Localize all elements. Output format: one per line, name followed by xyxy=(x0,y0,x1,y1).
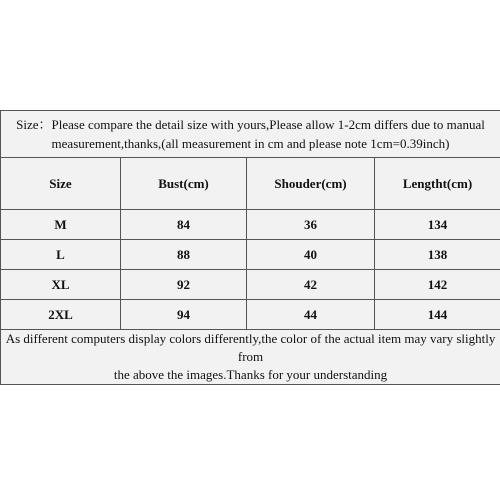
footer-note-line-1: As different computers display colors differently,the color of the actual item may vary slightly from xyxy=(5,331,496,364)
footer-note-line-2: the above the images.Thanks for your understanding xyxy=(113,367,388,382)
cell-size: L xyxy=(1,240,121,270)
cell-size: 2XL xyxy=(1,300,121,330)
header-length: Lengtht(cm) xyxy=(375,158,500,210)
cell-size: XL xyxy=(1,270,121,300)
size-note xyxy=(1,111,500,158)
table-row xyxy=(1,210,500,240)
size-chart-table xyxy=(0,110,500,385)
cell-length: 142 xyxy=(375,270,500,300)
cell-length: 138 xyxy=(375,240,500,270)
footer-note xyxy=(1,330,500,385)
cell-bust: 92 xyxy=(121,270,247,300)
cell-bust: 94 xyxy=(121,300,247,330)
header-bust: Bust(cm) xyxy=(121,158,247,210)
header-row xyxy=(1,158,500,210)
header-size: Size xyxy=(1,158,121,210)
footer-note-row xyxy=(1,330,500,385)
cell-shoulder: 44 xyxy=(247,300,375,330)
cell-bust: 88 xyxy=(121,240,247,270)
table-row xyxy=(1,240,500,270)
cell-length: 134 xyxy=(375,210,500,240)
size-note-line-2: measurement,thanks,(all measurement in cm and please note 1cm=0.39inch) xyxy=(51,136,450,151)
cell-shoulder: 42 xyxy=(247,270,375,300)
cell-length: 144 xyxy=(375,300,500,330)
table-row xyxy=(1,270,500,300)
cell-shoulder: 40 xyxy=(247,240,375,270)
header-shoulder: Shouder(cm) xyxy=(247,158,375,210)
cell-shoulder: 36 xyxy=(247,210,375,240)
cell-size: M xyxy=(1,210,121,240)
size-note-row xyxy=(1,111,500,158)
table-row xyxy=(1,300,500,330)
cell-bust: 84 xyxy=(121,210,247,240)
size-note-line-1: Size：Please compare the detail size with yours,Please allow 1-2cm differs due to manual xyxy=(16,117,485,132)
